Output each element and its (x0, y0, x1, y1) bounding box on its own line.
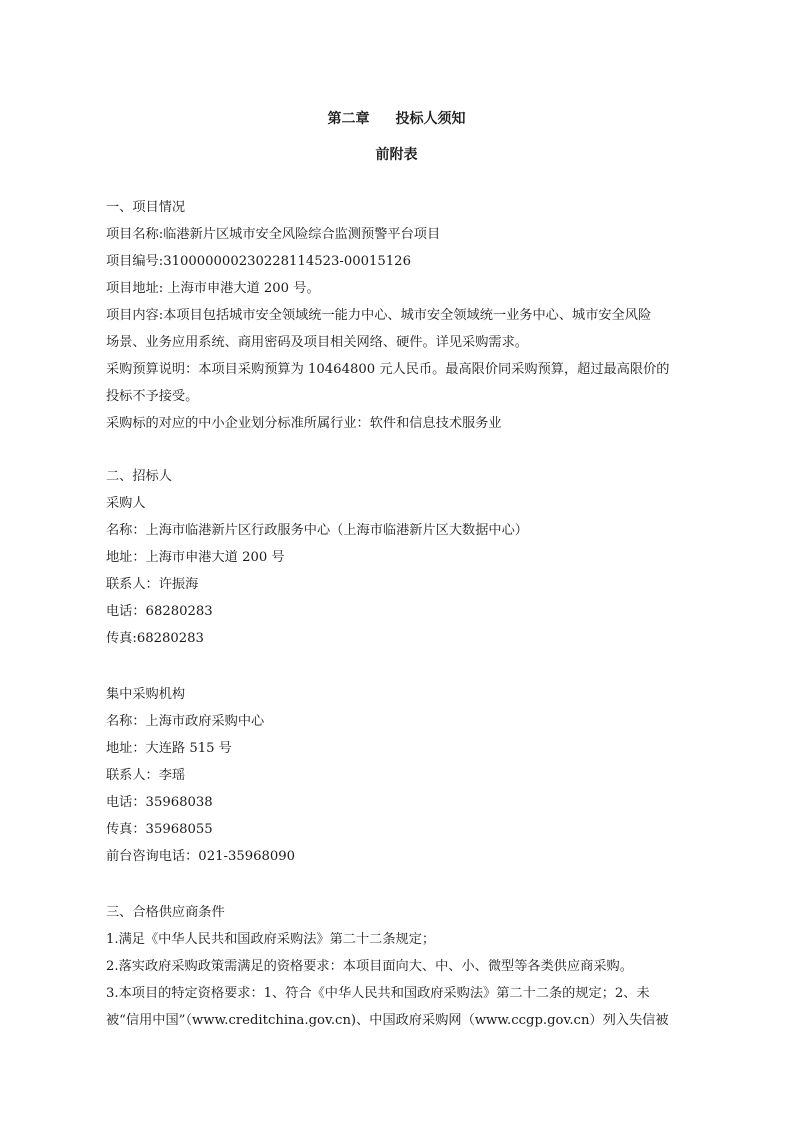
project-number: 项目编号:310000000230228114523-00015126 (106, 254, 411, 269)
project-name: 项目名称:临港新片区城市安全风险综合监测预警平台项目 (106, 227, 441, 242)
agency-label: 集中采购机构 (106, 687, 186, 702)
agency-address: 地址：大连路 515 号 (106, 741, 232, 756)
agency-contact: 联系人：李瑶 (106, 768, 186, 783)
agency-front-desk-phone: 前台咨询电话：021-35968090 (106, 849, 296, 864)
qualification-item2: 2.落实政府采购政策需满足的资格要求：本项目面向大、中、小、微型等各类供应商采购。 (106, 959, 633, 974)
section1-heading: 一、项目情况 (106, 200, 186, 215)
section3-heading: 三、合格供应商条件 (106, 905, 225, 920)
subtitle: 前附表 (375, 147, 418, 163)
chapter-name: 投标人须知 (395, 111, 466, 127)
qualification-item3-line1: 3.本项目的特定资格要求：1、符合《中华人民共和国政府采购法》第二十二条的规定；2、未 (106, 986, 650, 1001)
qualification-item3-line2: 被“信用中国”（www.creditchina.gov.cn)、中国政府采购网（www.ccgp.gov.cn）列入失信被 (106, 1013, 669, 1028)
purchaser-address: 地址：上海市申港大道 200 号 (106, 550, 285, 565)
qualification-item1: 1.满足《中华人民共和国政府采购法》第二十二条规定； (106, 932, 436, 947)
chapter-title (0, 108, 793, 128)
project-content-line2: 场景、业务应用系统、商用密码及项目相关网络、硬件。详见采购需求。 (106, 335, 528, 350)
industry-classification: 采购标的对应的中小企业划分标准所属行业：软件和信息技术服务业 (106, 416, 502, 431)
chapter-number: 第二章 (327, 111, 370, 127)
purchaser-name: 名称：上海市临港新片区行政服务中心（上海市临港新片区大数据中心） (106, 523, 528, 538)
budget-line1: 采购预算说明：本项目采购预算为 10464800 元人民币。最高限价同采购预算，超过最高限价的 (106, 362, 670, 377)
purchaser-label: 采购人 (106, 496, 146, 511)
agency-name: 名称：上海市政府采购中心 (106, 714, 265, 729)
project-content-line1: 项目内容:本项目包括城市安全领域统一能力中心、城市安全领域统一业务中心、城市安全风险 (106, 308, 652, 323)
agency-phone: 电话：35968038 (106, 795, 213, 810)
purchaser-fax: 传真:68280283 (106, 631, 204, 646)
purchaser-contact: 联系人：许振海 (106, 577, 199, 592)
agency-fax: 传真：35968055 (106, 822, 213, 837)
section2-heading: 二、招标人 (106, 469, 172, 484)
purchaser-phone: 电话：68280283 (106, 604, 213, 619)
project-address: 项目地址: 上海市申港大道 200 号。 (106, 281, 320, 296)
budget-line2: 投标不予接受。 (106, 389, 199, 404)
